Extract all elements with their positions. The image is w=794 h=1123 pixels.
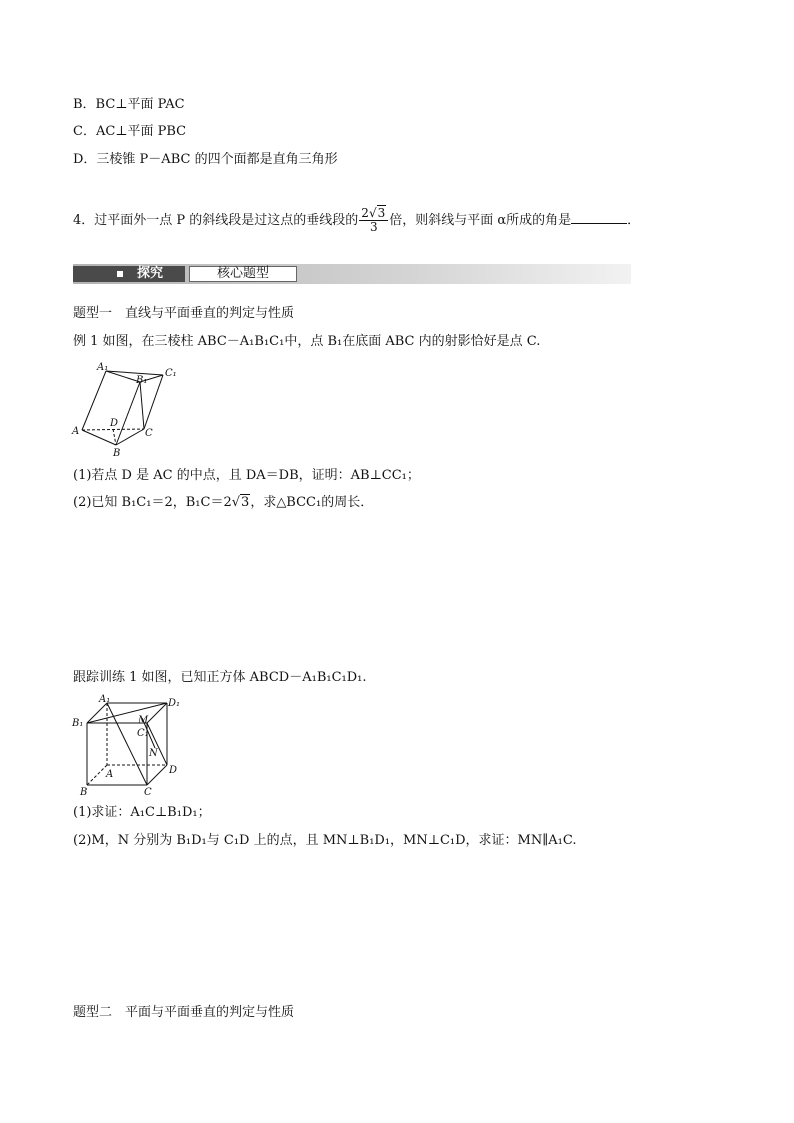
type2-heading: 题型二 平面与平面垂直的判定与性质 (73, 1005, 295, 1020)
question-4 (73, 203, 640, 239)
example1-intro: 例 1 如图，在三棱柱 ABC－A₁B₁C₁中，点 B₁在底面 ABC 内的射影恰好是点 C. (73, 334, 541, 349)
option-d: D．三棱锥 P－ABC 的四个面都是直角三角形 (73, 152, 338, 167)
option-c: C．AC⊥平面 PBC (73, 124, 187, 139)
cube-figure (70, 693, 186, 798)
option-b: B．BC⊥平面 PAC (73, 97, 185, 112)
training1-part1: (1)求证：A₁C⊥B₁D₁； (73, 805, 211, 820)
label-m: M (138, 715, 149, 726)
ex1-p2-a: (2)已知 B₁C₁＝2，B₁C＝2 (73, 495, 232, 510)
q4-frac-radicand: 3 (377, 206, 386, 220)
label-c: C (145, 428, 153, 439)
q4-fraction: $\frac{2√3}{3}$ (359, 207, 388, 234)
label-a1: A₁ (99, 694, 111, 705)
square-bullet-icon (117, 271, 123, 277)
prism-figure (70, 360, 190, 460)
section-tag-explore (73, 266, 185, 282)
section-tag-core: 核心题型 (189, 266, 297, 282)
label-d: D (169, 765, 178, 776)
label-a: A (72, 426, 80, 437)
q4-suffix: 倍，则斜线与平面 α所成的角是 (389, 213, 572, 228)
label-b1: B₁ (72, 718, 84, 729)
ex1-p2-b: ，求△BCC₁的周长． (250, 495, 374, 510)
q4-answer-blank (571, 211, 627, 224)
label-c1: C₁ (165, 368, 177, 379)
example1-part2: (2)已知 B₁C₁＝2，B₁C＝2√3，求△BCC₁的周长． (73, 495, 374, 510)
q4-prefix: 4．过平面外一点 P 的斜线段是过这点的垂线段的 (73, 213, 359, 228)
example1-part1: (1)若点 D 是 AC 的中点，且 DA＝DB，证明：AB⊥CC₁； (73, 468, 420, 483)
label-b1: B₁ (136, 375, 148, 386)
label-c: C (144, 787, 152, 798)
label-b: B (113, 448, 121, 459)
section-header-bar (73, 264, 631, 284)
q4-frac-den: 3 (369, 220, 378, 234)
label-c1: C₁ (137, 728, 149, 739)
label-a: A (106, 769, 114, 780)
type1-heading: 题型一 直线与平面垂直的判定与性质 (73, 306, 295, 321)
training1-part2: (2)M，N 分别为 B₁D₁与 C₁D 上的点，且 MN⊥B₁D₁，MN⊥C₁D，求证：MN∥A₁C. (73, 833, 577, 848)
label-d1: D₁ (168, 698, 181, 709)
label-b: B (80, 787, 88, 798)
label-n: N (149, 748, 158, 759)
training1-intro: 跟踪训练 1 如图，已知正方体 ABCD－A₁B₁C₁D₁. (73, 670, 367, 685)
label-d: D (110, 418, 119, 429)
ex1-p2-radicand: 3 (241, 495, 250, 510)
q4-end: ． (627, 213, 641, 228)
q4-frac-coef: 2 (361, 206, 369, 220)
section-tag-explore-label: 探究 (137, 266, 164, 281)
label-a1: A₁ (97, 362, 109, 373)
